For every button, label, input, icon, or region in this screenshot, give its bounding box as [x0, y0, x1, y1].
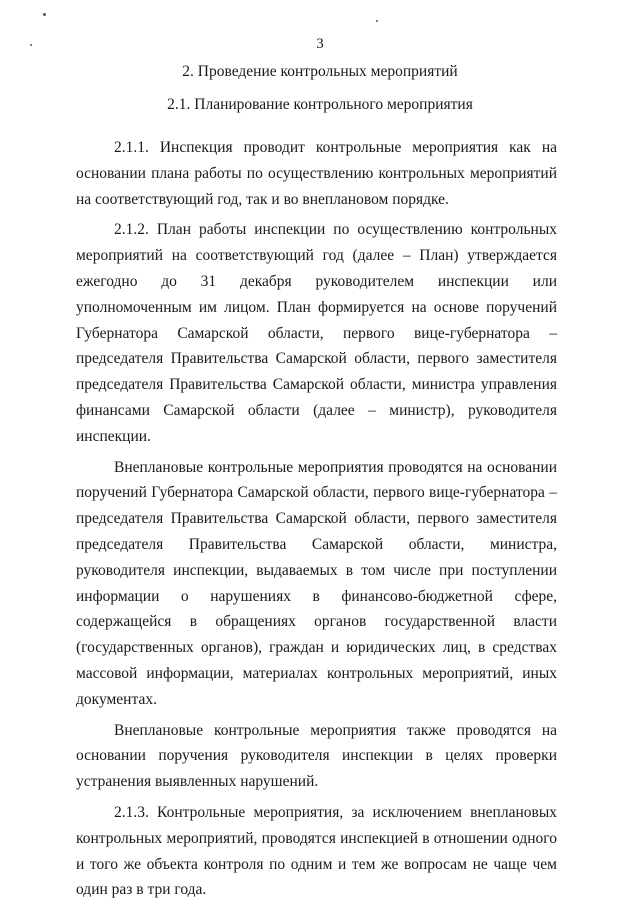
subsection-title: 2.1. Планирование контрольного мероприятия: [167, 96, 473, 113]
page-number: 3: [316, 36, 324, 52]
paragraph-unscheduled-followup: Внеплановые контрольные мероприятия также проводятся на основании поручения руководителя инспекции в целях проверки устранения выявленных нарушений.: [76, 721, 557, 791]
paragraph-2-1-2: 2.1.2. План работы инспекции по осуществлению контрольных мероприятий на соответствующий год (далее – План) утверждается ежегодно до 31 декабря руководителем инспекции или уполномоченным им лицом. План формируется на основе поручений Губернатора Самарской области, первого вице-губернатора – председателя Правительства Самарской области, первого заместителя председателя Правительства Самарской области, министра управления финансами Самарской области (далее – министр), руководителя инспекции.: [76, 221, 557, 445]
paragraph-2-1-3: 2.1.3. Контрольные мероприятия, за исключением внеплановых контрольных мероприятий, проводятся инспекцией в отношении одного и того же объекта контроля по одним и тем же вопросам не чаще чем один раз в три года.: [76, 803, 557, 899]
document-body: [76, 135, 557, 908]
section-title: 2. Проведение контрольных мероприятий: [182, 63, 458, 80]
paragraph-unscheduled-basis: Внеплановые контрольные мероприятия проводятся на основании поручений Губернатора Самарской области, первого вице-губернатора – председателя Правительства Самарской области, первого заместителя председателя Правительства Самарской области, министра, руководителя инспекции, выдаваемых в том числе при поступлении информации о нарушениях в финансово-бюджетной сфере, содержащейся в обращениях органов государственной власти (государственных органов), граждан и юридических лиц, в средствах массовой информации, материалах контрольных мероприятий, иных документах.: [76, 458, 557, 708]
paragraph-2-1-1: 2.1.1. Инспекция проводит контрольные мероприятия как на основании плана работы по осуществлению контрольных мероприятий на соответствующий год, так и во внеплановом порядке.: [76, 139, 557, 208]
scan-speck: [43, 13, 46, 16]
scan-speck: [376, 20, 378, 22]
